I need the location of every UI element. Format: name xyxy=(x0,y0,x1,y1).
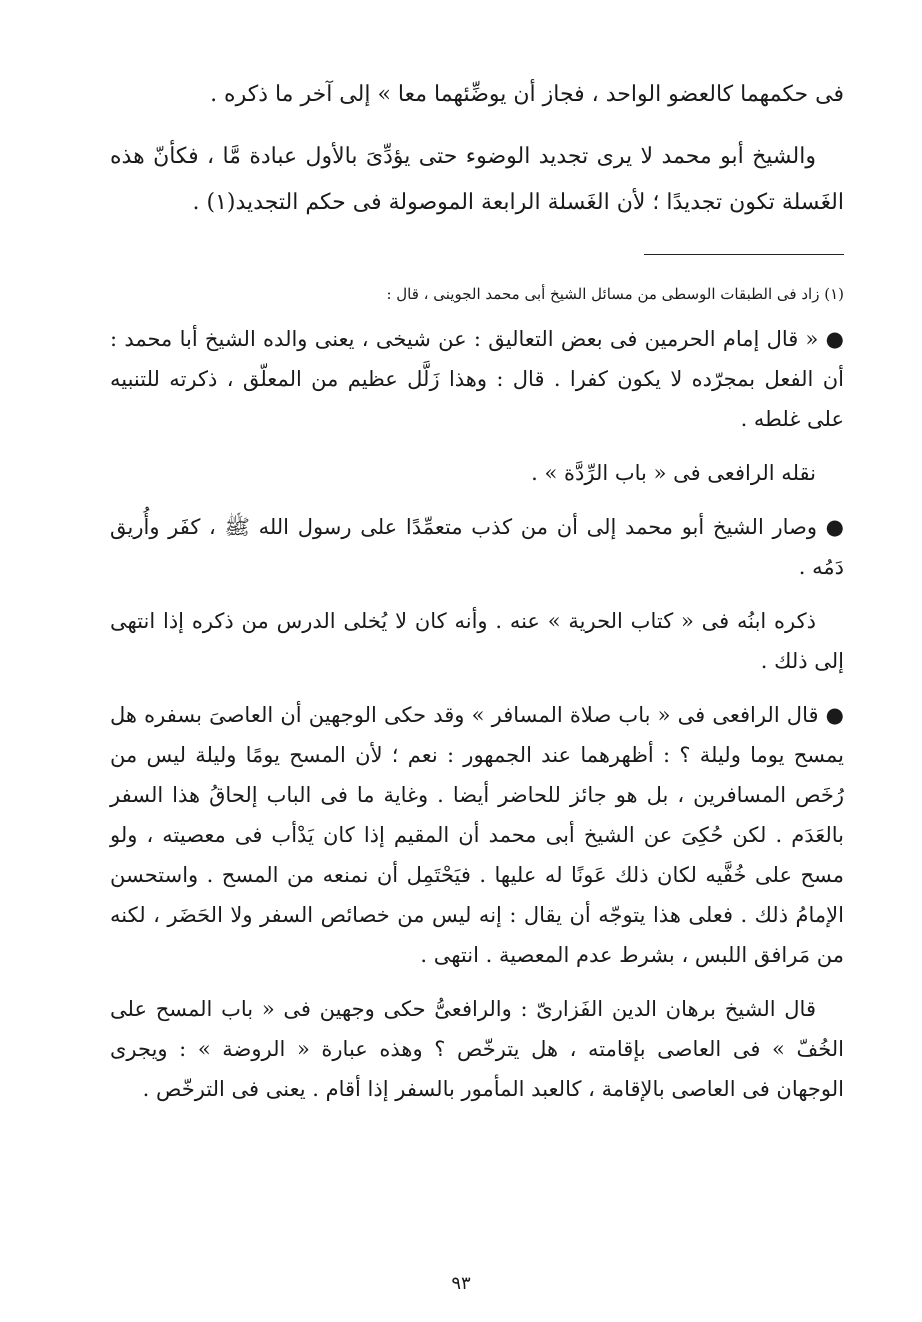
footnote-paragraph-6: قال الشيخ برهان الدين الفَزارىّ : والرافعىُّ حكى وجهين فى « باب المسح على الخُفّ » فى العاصى بإقامته ، هل يترخّص ؟ وهذه عبارة « الروضة » : ويجرى الوجهان فى العاصى بالإقامة ، كالعبد المأمور بالسفر إذا أقام . يعنى فى الترخّص . xyxy=(110,997,844,1101)
footnote-paragraph-2: نقله الرافعى فى « باب الرِّدَّة » . xyxy=(531,461,816,485)
footnote-paragraph-3: ● وصار الشيخ أبو محمد إلى أن من كذب متعمِّدًا على رسول الله ﷺ ، كفَر وأُريق دَمُه . xyxy=(110,515,844,579)
main-paragraph-1: فى حكمهما كالعضو الواحد ، فجاز أن يوضِّئهما معا » إلى آخر ما ذكره . xyxy=(210,82,844,107)
footnote-paragraph-5: ● قال الرافعى فى « باب صلاة المسافر » وقد حكى الوجهين أن العاصىَ بسفره هل يمسح يوما وليلة ؟ : أظهرهما عند الجمهور : نعم ؛ لأن المسح يومًا وليلة ليس من رُخَص المسافرين ، بل هو جائز للحاضر أيضا . وغاية ما فى الباب إلحاقُ هذا السفر بالعَدَم . لكن حُكِىَ عن الشيخ أبى محمد أن المقيم إذا كان يَدْأب فى معصيته ، ولو مسح على خُفَّيه لكان ذلك عَونًا له عليها . فيَحْتَمِل أن نمنعه من المسح . واستحسن الإمامُ ذلك . فعلى هذا يتوجّه أن يقال : إنه ليس من خصائص السفر ولا الحَضَر ، لكنه من مَرافق اللبس ، بشرط عدم المعصية . انتهى . xyxy=(110,703,844,967)
footnote-paragraph-4: ذكره ابنُه فى « كتاب الحرية » عنه . وأنه كان لا يُخلى الدرس من ذكره إذا انتهى إلى ذلك . xyxy=(110,609,844,673)
page-content xyxy=(110,72,844,1282)
footnote-separator xyxy=(644,254,844,255)
main-paragraph-2: والشيخ أبو محمد لا يرى تجديد الوضوء حتى يؤدِّىَ بالأول عبادة مَّا ، فكأنّ هذه الغَسلة تكون تجديدًا ؛ لأن الغَسلة الرابعة الموصولة فى حكم التجديد(١) . xyxy=(110,144,844,215)
footnote-block xyxy=(110,279,844,1109)
footnote-intro: (١) زاد فى الطبقات الوسطى من مسائل الشيخ أبى محمد الجوينى ، قال : xyxy=(386,285,844,303)
footnote-paragraph-1: ● « قال إمام الحرمين فى بعض التعاليق : عن شيخى ، يعنى والده الشيخ أبا محمد : أن الفعل بمجرّده لا يكون كفرا . قال : وهذا زَلَّل عظيم من المعلّق ، ذكرته للتنبيه على غلطه . xyxy=(110,327,844,431)
main-text xyxy=(110,72,844,226)
page-number: ٩٣ xyxy=(451,1273,471,1294)
